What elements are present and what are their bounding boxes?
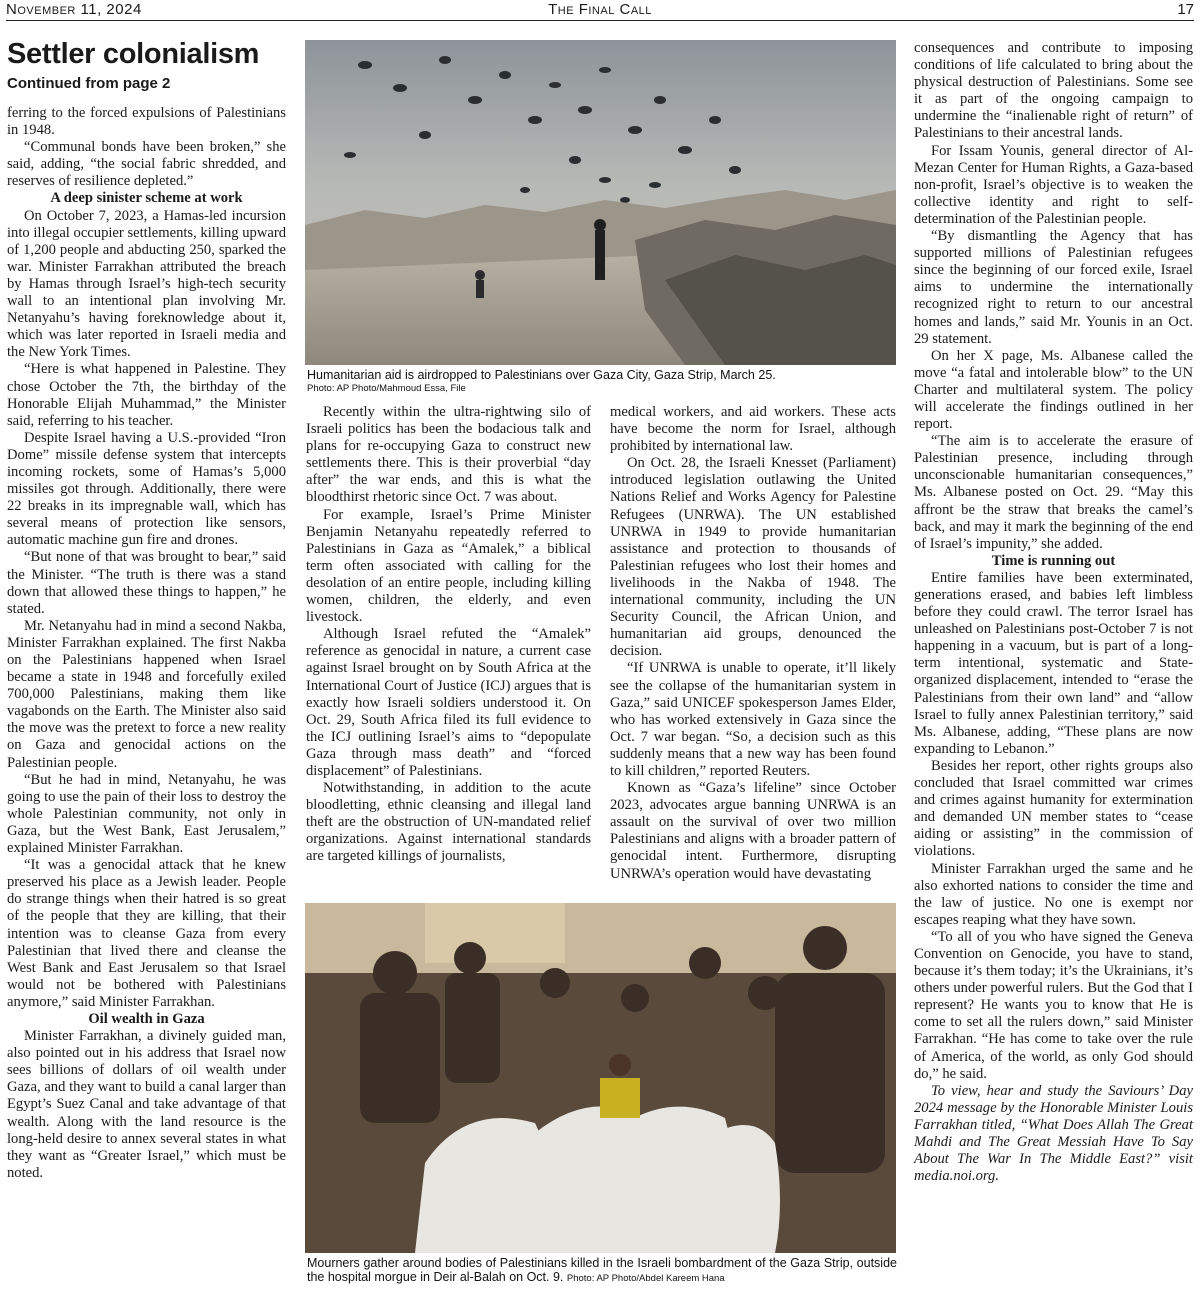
article-paragraph: “The aim is to accelerate the erasure of Palestinian presence, including through unconscionable humanitarian consequences,” Ms. Albanese posted on Oct. 29. “May this affront be the straw that breaks the camel’s back, and may it mark the beginning of the end of Israel’s impunity,” she added.	[914, 433, 1193, 552]
mourners-photo-credit: Photo: AP Photo/Abdel Kareem Hana	[566, 1273, 725, 1284]
article-column-1	[7, 38, 286, 1182]
article-paragraph: “To all of you who have signed the Geneva Convention on Genocide, you have to stand, because it’s them today; it’s the Ukrainians, it’s others under powerful rulers. But the God that I represent? He wants you to know that He is come to set all the rulers down,” said Minister Farrakhan. “He has come to take over the rule of America, of the world, as only God should do,” he said.	[914, 928, 1193, 1082]
article-paragraph: ferring to the forced expulsions of Palestinians in 1948.	[7, 105, 286, 139]
article-paragraph: For Issam Younis, general director of Al-Mezan Center for Human Rights, a Gaza-based non-profit, Israel’s objective is to weaken the collective identity and right to self-determination of the Palestinian people.	[914, 142, 1193, 227]
article-paragraph: On her X page, Ms. Albanese called the move “a fatal and intolerable blow” to the UN Charter and multilateral system. The policy will accelerate the findings outlined in her report.	[914, 347, 1193, 433]
section-subhead: Oil wealth in Gaza	[88, 1010, 205, 1027]
article-paragraph: medical workers, and aid workers. These acts have become the norm for Israel, although prohibited by international law.	[610, 404, 896, 455]
article-headline: Settler colonialism	[7, 38, 260, 70]
article-paragraph: Mr. Netanyahu had in mind a second Nakba, Minister Farrakhan explained. The first Nakba on the Palestinians happened when Israel became a state in 1948 and forcefully exiled 700,000 Palestinians, making them like vagabonds on the Earth. The Minister also said the move was the pretext to force a new reality on Gaza and genocidal actions on the Palestinian people.	[7, 617, 286, 771]
mourners-photo-caption	[307, 1256, 897, 1286]
airdrop-photo	[305, 40, 896, 365]
section-subhead: A deep sinister scheme at work	[50, 190, 243, 207]
article-paragraph: On October 7, 2023, a Hamas-led incursion into illegal occupier settlements, killing upward of 1,200 people and abducting 250, sparked the war. Minister Farrakhan attributed the breach by Hamas through Israel’s high-tech security wall to an intentional plan involving Mr. Netanyahu’s having foreknowledge about it, which was later reported in Israeli media and the New York Times.	[7, 207, 286, 361]
article-paragraph: Entire families have been exterminated, generations erased, and babies left limbless before they could crawl. The terror Israel has unleashed on Palestinians post-October 7 is not happening in a vacuum, but is part of a long-term intentional, systematic and State-organized displacement, intended to “erase the Palestinians from their own land” and “allow Israel to fully annex Palestinian territory,” said Ms. Albanese, adding, “These plans are now expanding to Lebanon.”	[914, 569, 1193, 757]
article-column-2	[306, 404, 591, 866]
article-paragraph: Minister Farrakhan urged the same and he also exhorted nations to consider the time and the law of justice. No one is exempt nor escapes reaping what they have sown.	[914, 860, 1193, 928]
issue-date: November 11, 2024	[6, 1, 142, 18]
article-paragraph: Known as “Gaza’s lifeline” since October 2023, advocates argue banning UNRWA is an assault on the survival of over two million Palestinians and aligns with a broader pattern of genocidal intent. Furthermore, disrupting UNRWA’s operation would have devastating	[610, 780, 896, 882]
article-paragraph: On Oct. 28, the Israeli Knesset (Parliament) introduced legislation outlawing the United Nations Relief and Works Agency for Palestine Refugees (UNRWA). The UN established UNRWA in 1949 to provide humanitarian assistance and protection to thousands of Palestinian refugees who lost their homes and livelihoods in the Nakba of 1948. The international community, including the UN Security Council, the African Union, and humanitarian aid groups, denounced the decision.	[610, 455, 896, 660]
article-paragraph: Despite Israel having a U.S.-provided “Iron Dome” missile defense system that intercepts incoming rockets, some of Hamas’s 5,000 missiles got through. Additionally, there were 22 breaks in its impregnable wall, which has several means of protection like sensors, automatic machine gun fire and drones.	[7, 429, 286, 549]
article-paragraph: Although Israel refuted the “Amalek” reference as genocidal in nature, a current case against Israel brought on by South Africa at the International Court of Justice (ICJ) argues that is exactly how Israeli soldiers understood it. On Oct. 29, South Africa filed its full evidence to the ICJ outlining Israel’s aims to “depopulate Gaza through mass death” and “forced displacement” of Palestinians.	[306, 626, 591, 779]
article-paragraph: “Here is what happened in Palestine. They chose October the 7th, the birthday of the Honorable Elijah Muhammad,” the Minister said, referring to his teacher.	[7, 361, 286, 429]
article-paragraph: To view, hear and study the Saviours’ Day 2024 message by the Honorable Minister Louis Farrakhan titled, “What Does Allah The Great Mahdi and The Great Messiah Have To Say About The War In The Middle East?” visit media.noi.org.	[914, 1082, 1193, 1185]
mourners-photo-image	[305, 903, 896, 1253]
page-number: 17	[1177, 1, 1194, 18]
airdrop-photo-caption	[307, 368, 897, 396]
article-paragraph: Recently within the ultra-rightwing silo of Israeli politics has been the bodacious talk and plans for re-occupying Gaza to construct new settlements there. This is their proverbial “day after” the war ends, and this is what the bloodthirst rhetoric since Oct. 7 was about.	[306, 404, 591, 506]
page-header	[6, 0, 1194, 21]
airdrop-caption-text: Humanitarian aid is airdropped to Palestinians over Gaza City, Gaza Strip, March 25.	[307, 368, 776, 382]
article-paragraph: consequences and contribute to imposing conditions of life calculated to bring about the physical destruction of Palestinians. Some see it as part of the ongoing campaign to undermine the “inalienable right of return” of Palestinians to their ancestral lands.	[914, 40, 1193, 142]
article-paragraph: Besides her report, other rights groups also concluded that Israel committed war crimes and crimes against humanity for extermination and demanded UN member states to “cease aiding or assisting” in the commission of violations.	[914, 757, 1193, 860]
article-paragraph: “But he had in mind, Netanyahu, he was going to use the pain of their loss to destroy the whole Palestinian community, not only in Gaza, but the West Bank, East Jerusalem,” explained Minister Farrakhan.	[7, 771, 286, 857]
continued-line: Continued from page 2	[7, 75, 171, 92]
article-paragraph: “Communal bonds have been broken,” she said, adding, “the social fabric shredded, and reserves of resilience depleted.”	[7, 139, 286, 190]
article-paragraph: “It was a genocidal attack that he knew preserved his place as a Jewish leader. People do strange things when their hatred is so great of the people that they are killing, that their intention was to cleanse Gaza from every Palestinian that lived there and cleanse the West Bank and East Jerusalem so that Israel would not be bothered with Palestinians anymore,” said Minister Farrakhan.	[7, 857, 286, 1010]
article-paragraph: “By dismantling the Agency that has supported millions of Palestinian refugees since the beginning of our forced exile, Israel aims to undermine the internationally recognized right to return to our ancestral homes and lands,” said Mr. Younis in an Oct. 29 statement.	[914, 228, 1193, 347]
airdrop-photo-image	[305, 40, 896, 365]
article-paragraph: “But none of that was brought to bear,” said the Minister. “The truth is there was a stand down that allowed these things to happen,” he stated.	[7, 549, 286, 617]
newspaper-name: The Final Call	[548, 1, 652, 18]
article-column-4	[914, 40, 1193, 1185]
mourners-photo	[305, 903, 896, 1253]
article-paragraph: For example, Israel’s Prime Minister Benjamin Netanyahu repeatedly referred to Palestinians in Gaza as “Amalek,” a biblical term often associated with calling for the desolation of an entire people, including killing women, children, the elderly, and even livestock.	[306, 506, 591, 626]
airdrop-photo-credit: Photo: AP Photo/Mahmoud Essa, File	[307, 383, 466, 394]
article-column-3	[610, 404, 896, 883]
mourners-caption-text: Mourners gather around bodies of Palestinians killed in the Israeli bombardment of the Gaza Strip, outside the hospital morgue in Deir al-Balah on Oct. 9.	[307, 1256, 897, 1284]
section-subhead: Time is running out	[991, 552, 1116, 569]
article-paragraph: “If UNRWA is unable to operate, it’ll likely see the collapse of the humanitarian system in Gaza,” said UNICEF spokesperson James Elder, who has worked extensively in Gaza since the Oct. 7 war began. “So, a decision such as this suddenly means that a new way has been found to kill children,” reported Reuters.	[610, 660, 896, 779]
article-paragraph: Minister Farrakhan, a divinely guided man, also pointed out in his address that Israel now sees billions of dollars of oil wealth under Gaza, and they want to build a canal larger than Egypt’s Suez Canal and take advantage of that wealth. Along with the land resource is the long-held desire to annex several states in what they want as “Greater Israel,” which must be noted.	[7, 1028, 286, 1181]
article-paragraph: Notwithstanding, in addition to the acute bloodletting, ethnic cleansing and illegal land theft are the obstruction of UN-mandated relief organizations. Against international standards are targeted killings of journalists,	[306, 780, 591, 865]
